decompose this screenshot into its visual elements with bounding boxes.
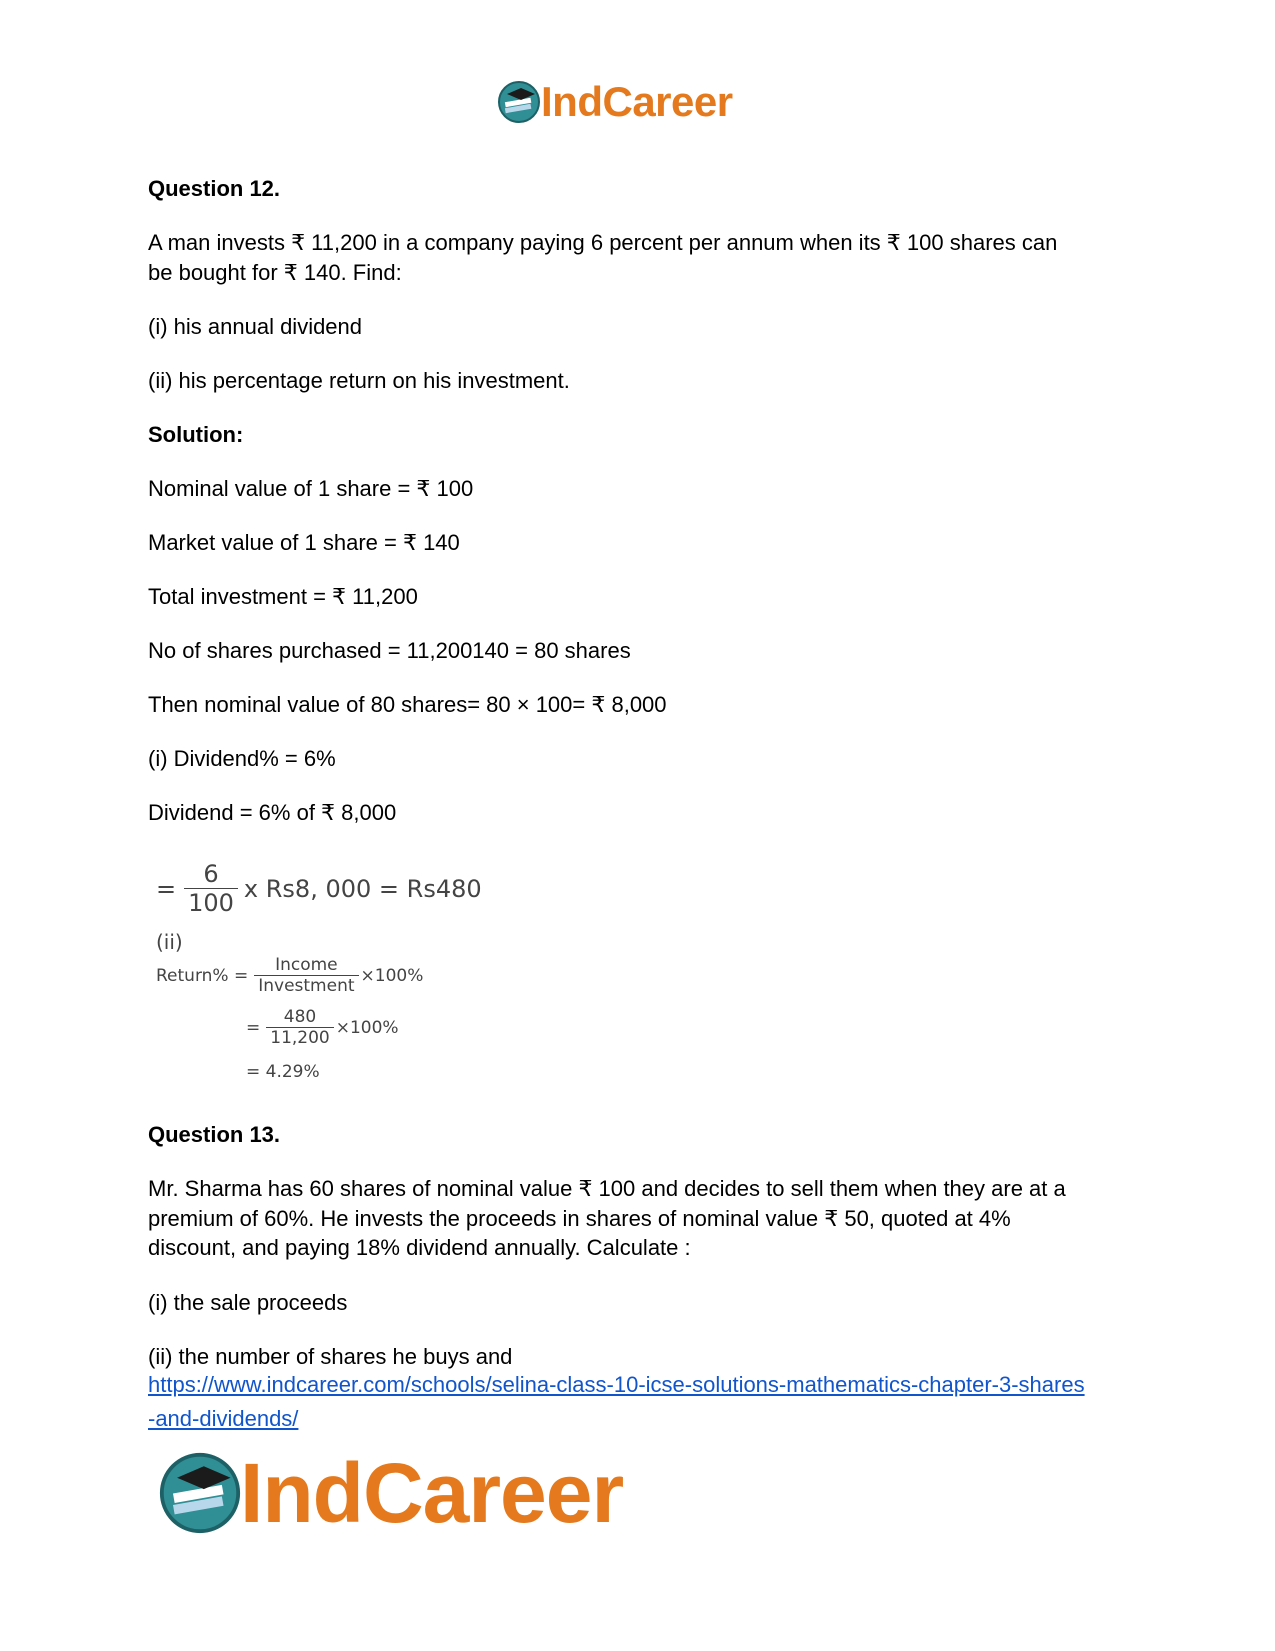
solution-line: (i) Dividend% = 6% — [148, 746, 336, 771]
equation-return-values — [246, 1007, 399, 1048]
eq1-denominator: 100 — [184, 888, 238, 917]
question-12-part-ii: (ii) his percentage return on his investment. — [148, 368, 570, 393]
eq1-suffix: x Rs8, 000 = Rs480 — [243, 874, 482, 903]
solution-line: Nominal value of 1 share = ₹ 100 — [148, 476, 474, 501]
solution-line: No of shares purchased = 11,200140 = 80 shares — [148, 638, 631, 663]
question-13-text-line2: premium of 60%. He invests the proceeds in shares of nominal value ₹ 50, quoted at 4% — [148, 1206, 1011, 1231]
solution-heading: Solution: — [148, 422, 244, 447]
logo-text-career: Career — [602, 78, 733, 125]
eq2-fraction — [266, 1007, 333, 1048]
graduation-book-icon — [158, 1451, 242, 1535]
graduation-book-icon — [497, 80, 541, 124]
eq1-numerator: 6 — [203, 860, 219, 888]
eq2-prefix: = — [246, 1017, 261, 1038]
question-12-text-line2: be bought for ₹ 140. Find: — [148, 260, 402, 285]
return-fraction — [254, 955, 358, 996]
return-denominator: Investment — [254, 975, 358, 996]
return-suffix: ×100% — [360, 965, 424, 986]
equation-result: = 4.29% — [246, 1062, 320, 1082]
part-ii-label: (ii) — [156, 930, 183, 954]
footer-logo — [158, 1445, 624, 1540]
logo-text-ind: Ind — [541, 78, 603, 125]
question-13-text-line3: discount, and paying 18% dividend annually. Calculate : — [148, 1235, 691, 1260]
question-13-text-line1: Mr. Sharma has 60 shares of nominal value ₹ 100 and decides to sell them when they are at a — [148, 1176, 1066, 1201]
footer-logo-text-ind: Ind — [240, 1445, 363, 1540]
solution-line: Total investment = ₹ 11,200 — [148, 584, 418, 609]
equation-dividend — [156, 860, 482, 917]
footer-logo-text-career: Career — [362, 1445, 624, 1540]
solution-line: Market value of 1 share = ₹ 140 — [148, 530, 460, 555]
question-13-part-ii: (ii) the number of shares he buys and — [148, 1344, 513, 1369]
source-link-line1[interactable]: https://www.indcareer.com/schools/selina-class-10-icse-solutions-mathematics-chapter-3-shares — [148, 1372, 1085, 1397]
eq2-suffix: ×100% — [335, 1017, 399, 1038]
question-13-heading: Question 13. — [148, 1122, 281, 1147]
question-12-text-line1: A man invests ₹ 11,200 in a company paying 6 percent per annum when its ₹ 100 shares can — [148, 230, 1058, 255]
question-13-part-i: (i) the sale proceeds — [148, 1290, 348, 1315]
return-numerator: Income — [275, 955, 338, 975]
solution-line: Then nominal value of 80 shares= 80 × 100= ₹ 8,000 — [148, 692, 667, 717]
source-link[interactable] — [148, 1368, 1128, 1436]
eq2-numerator: 480 — [283, 1007, 317, 1027]
equation-return — [156, 955, 423, 996]
return-label: Return% = — [156, 965, 249, 986]
eq1-prefix: = — [156, 874, 177, 903]
source-link-line2[interactable]: -and-dividends/ — [148, 1406, 299, 1431]
question-12-part-i: (i) his annual dividend — [148, 314, 363, 339]
header-logo — [497, 78, 733, 126]
eq1-fraction — [184, 860, 238, 917]
question-12-heading: Question 12. — [148, 176, 281, 201]
solution-line: Dividend = 6% of ₹ 8,000 — [148, 800, 397, 825]
eq2-denominator: 11,200 — [266, 1027, 333, 1048]
